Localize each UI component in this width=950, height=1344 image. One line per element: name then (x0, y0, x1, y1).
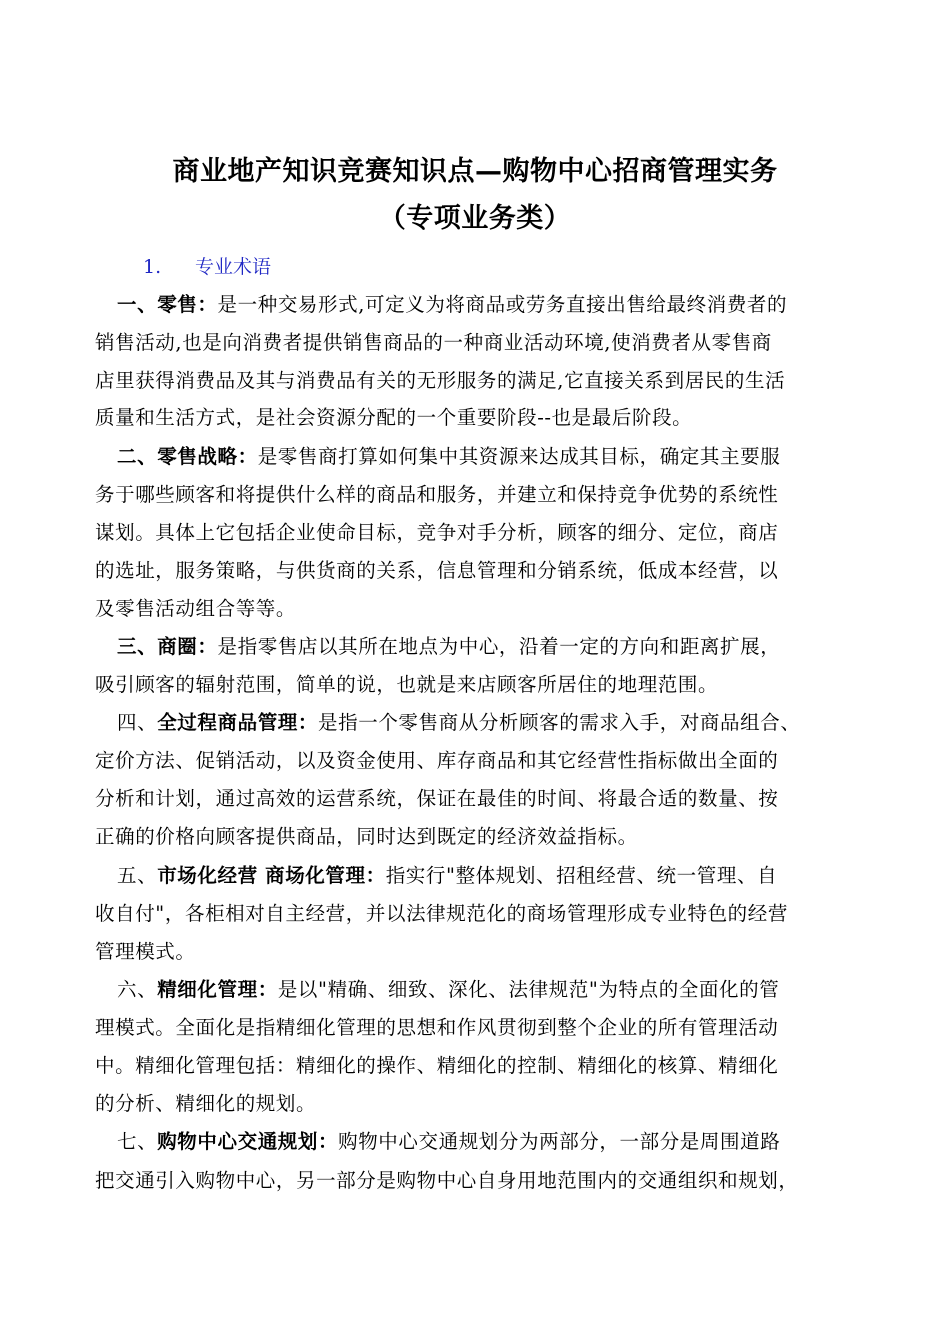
entry-line: 收自付"，各柜相对自主经营，并以法律规范化的商场管理形成专业特色的经营 (95, 902, 788, 925)
section-number: 1. (143, 256, 162, 278)
entry-line (117, 975, 779, 1005)
entry-term: 购物中心交通规划： (157, 1130, 339, 1153)
entry-line (117, 632, 780, 662)
entry-line (117, 708, 800, 738)
entry-line: 的选址，服务策略，与供货商的关系，信息管理和分销系统，低成本经营，以 (95, 559, 779, 582)
entry-line: 谋划。具体上它包括企业使命目标，竞争对手分析，顾客的细分、定位，商店 (95, 521, 779, 544)
entry-term: 三、商圈： (117, 635, 218, 658)
entry-text: 购物中心交通规划分为两部分，一部分是周围道路 (338, 1130, 781, 1153)
entry-prefix: 七、 (117, 1130, 158, 1153)
entry-term: 二、零售战略： (117, 445, 258, 468)
entry-text: 是一种交易形式,可定义为将商品或劳务直接出售给最终消费者的 (217, 293, 788, 316)
entry-line: 及零售活动组合等等。 (95, 597, 297, 620)
entry-text: 是指零售店以其所在地点为中心，沿着一定的方向和距离扩展， (217, 635, 781, 658)
entry-line: 分析和计划，通过高效的运营系统，保证在最佳的时间、将最合适的数量、按 (95, 787, 779, 810)
entry-line: 吸引顾客的辐射范围，简单的说，也就是来店顾客所居住的地理范围。 (95, 673, 719, 696)
entry-text: 指实行"整体规划、招租经营、统一管理、自 (385, 864, 778, 887)
entry-line: 理模式。全面化是指精细化管理的思想和作风贯彻到整个企业的所有管理活动 (95, 1016, 779, 1039)
entry-prefix: 四、 (117, 711, 158, 734)
document-subtitle: （专项业务类） (378, 203, 572, 234)
entry-line (117, 861, 777, 891)
document-title: 商业地产知识竞赛知识点—购物中心招商管理实务 (172, 156, 778, 187)
entry-line: 把交通引入购物中心，另一部分是购物中心自身用地范围内的交通组织和规划， (95, 1169, 799, 1192)
entry-line: 定价方法、促销活动，以及资金使用、库存商品和其它经营性指标做出全面的 (95, 749, 779, 772)
entry-line: 中。精细化管理包括：精细化的操作、精细化的控制、精细化的核算、精细化 (95, 1054, 779, 1077)
entry-line: 店里获得消费品及其与消费品有关的无形服务的满足,它直接关系到居民的生活 (95, 369, 786, 392)
entry-term: 全过程商品管理： (157, 711, 319, 734)
entry-line (117, 442, 780, 472)
entry-line: 管理模式。 (95, 940, 196, 963)
entry-line: 务于哪些顾客和将提供什么样的商品和服务，并建立和保持竞争优势的系统性 (95, 483, 779, 506)
entry-term: 精细化管理： (157, 978, 278, 1001)
section-heading (143, 252, 271, 282)
entry-line: 正确的价格向顾客提供商品，同时达到既定的经济效益指标。 (95, 825, 638, 848)
entry-line (117, 290, 787, 320)
entry-prefix: 六、 (117, 978, 158, 1001)
entry-prefix: 五、 (117, 864, 158, 887)
entry-text: 是以"精确、细致、深化、法律规范"为特点的全面化的管 (277, 978, 780, 1001)
entry-term: 一、零售： (117, 293, 218, 316)
entry-line: 的分析、精细化的规划。 (95, 1092, 317, 1115)
entry-text: 是零售商打算如何集中其资源来达成其目标，确定其主要服 (257, 445, 781, 468)
section-label: 专业术语 (195, 256, 272, 278)
entry-line: 销售活动,也是向消费者提供销售商品的一种商业活动环境,使消费者从零售商 (95, 331, 772, 354)
entry-text: 是指一个零售商从分析顾客的需求入手，对商品组合、 (318, 711, 801, 734)
entry-term: 市场化经营 商场化管理： (157, 864, 386, 887)
entry-line (117, 1127, 780, 1157)
entry-line: 质量和生活方式，是社会资源分配的一个重要阶段--也是最后阶段。 (95, 406, 693, 429)
